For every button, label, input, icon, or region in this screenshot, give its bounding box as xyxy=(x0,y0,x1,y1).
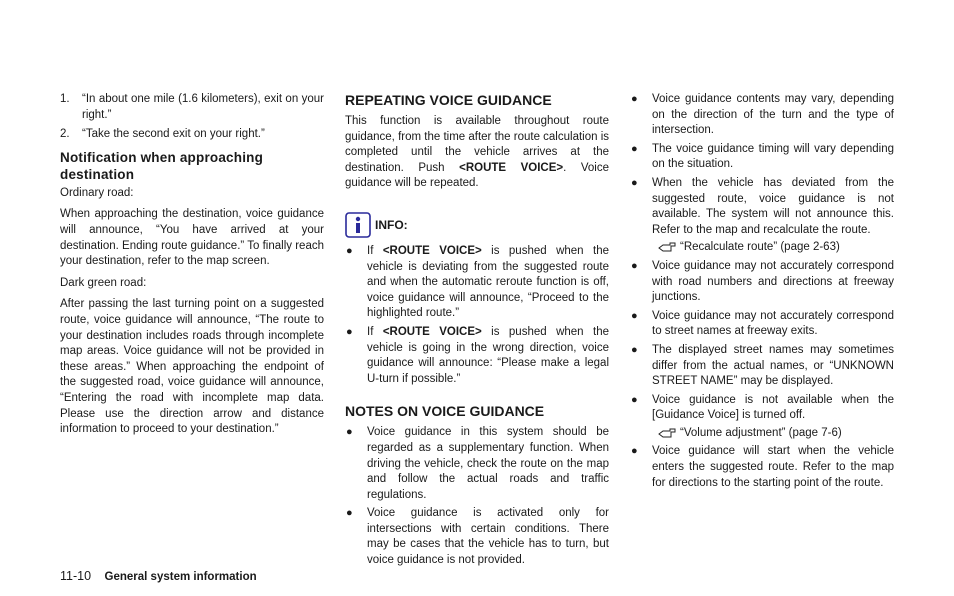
bullet-icon: ● xyxy=(631,309,638,322)
list-text: Voice guidance is activated only for intersections with certain conditions. There may be cases that the vehicle has to turn, but voice guidance is not provided. xyxy=(367,507,609,567)
middle-column xyxy=(345,92,609,572)
bullet-icon: ● xyxy=(631,259,638,272)
list-item xyxy=(345,244,609,322)
list-item xyxy=(630,259,894,306)
notes-list-continued xyxy=(630,92,894,491)
bullet-icon: ● xyxy=(631,93,638,105)
text-run: If xyxy=(367,244,383,257)
list-text: “In about one mile (1.6 kilometers), exit on your right.” xyxy=(82,93,324,121)
paragraph: When approaching the destination, voice guidance will announce, “You have arrived at your destination. Ending route guidance.” To finally reach your destination, refer to the map screen. xyxy=(60,208,324,268)
list-item xyxy=(60,92,324,123)
bullet-icon: ● xyxy=(631,445,638,458)
list-text: Voice guidance contents may vary, depending on the direction of the turn and the type of intersection. xyxy=(652,93,894,137)
paragraph: Ordinary road: xyxy=(60,186,134,199)
page-footer xyxy=(60,569,257,583)
text-run: . Voice guidance will be repeated. xyxy=(345,161,609,190)
text-run: is pushed when the vehicle is going in the wrong direction, voice guidance will announce: “Please make a legal U-turn if possible.” xyxy=(367,325,609,385)
bullet-icon: ● xyxy=(346,244,353,257)
list-item xyxy=(630,393,894,442)
section-heading-destination: Notification when approaching destination xyxy=(60,149,264,182)
list-text: Voice guidance is not available when the [Guidance Voice] is turned off. xyxy=(652,393,894,422)
text-run: If xyxy=(367,325,383,338)
paragraph: After passing the last turning point on a suggested route, voice guidance will announce, “The route to your destination includes roads through incomplete map areas. Voice guidance will not be provided in these areas.” When approaching the endpoint of the suggested road, voice guidance will announce, “Entering the road with incomplete map data. Please use the direction arrow and distance information to proceed to your destination.” xyxy=(60,298,324,436)
reference-hand-icon xyxy=(658,239,678,253)
list-text: The voice guidance timing will vary depending on the situation. xyxy=(652,142,894,171)
info-label: INFO: xyxy=(375,217,408,232)
list-text: Voice guidance will start when the vehicle enters the suggested route. Refer to the map for directions to the starting point of the route. xyxy=(652,445,894,489)
bullet-icon: ● xyxy=(631,343,638,356)
list-number: 2. xyxy=(60,128,70,141)
paragraph xyxy=(345,114,609,192)
list-text: The displayed street names may sometimes differ from the actual names, or “UNKNOWN STREET NAME” may be displayed. xyxy=(652,343,894,388)
list-item xyxy=(630,92,894,139)
paragraph: Dark green road: xyxy=(60,276,147,289)
reference-hand-icon xyxy=(658,425,678,439)
bullet-icon: ● xyxy=(631,176,638,189)
info-block-header xyxy=(345,212,609,238)
section-heading-notes: NOTES ON VOICE GUIDANCE xyxy=(345,403,545,420)
bullet-icon: ● xyxy=(631,142,638,155)
list-item xyxy=(630,142,894,173)
bullet-icon: ● xyxy=(346,325,353,338)
reference-text: “Recalculate route” (page 2-63) xyxy=(680,241,840,254)
left-column xyxy=(60,92,324,444)
example-list xyxy=(60,92,324,143)
text-run: This function is available throughout route guidance, from the time after the route calculation is completed until the vehicle arrives at the destination. Push xyxy=(345,115,610,174)
list-item xyxy=(345,506,609,568)
page-number: 11-10 xyxy=(60,569,92,583)
list-item xyxy=(630,343,894,390)
list-item xyxy=(630,176,894,256)
list-item xyxy=(630,444,894,491)
list-text: Voice guidance in this system should be regarded as a supplementary function. When driving the vehicle, check the route on the map and follow the actual roads and traffic regulations. xyxy=(367,426,609,501)
section-title: General system information xyxy=(104,571,257,583)
info-icon xyxy=(345,212,371,238)
bullet-icon: ● xyxy=(346,507,353,520)
list-text: “Take the second exit on your right.” xyxy=(82,128,265,141)
bullet-icon: ● xyxy=(346,426,353,439)
key-label: <ROUTE VOICE> xyxy=(382,325,482,338)
list-number: 1. xyxy=(60,93,70,105)
key-label: <ROUTE VOICE> xyxy=(459,161,564,174)
info-list xyxy=(345,244,609,387)
key-label: <ROUTE VOICE> xyxy=(382,244,482,257)
list-item xyxy=(60,127,324,143)
list-text: Voice guidance may not accurately correspond to street names at freeway exits. xyxy=(652,309,894,338)
list-item xyxy=(345,425,609,503)
notes-list xyxy=(345,425,609,568)
page-reference[interactable] xyxy=(652,425,894,442)
reference-text: “Volume adjustment” (page 7-6) xyxy=(680,426,842,439)
section-heading-repeating: REPEATING VOICE GUIDANCE xyxy=(345,92,552,108)
bullet-icon: ● xyxy=(631,393,638,406)
page-reference[interactable] xyxy=(652,239,894,256)
list-item xyxy=(345,325,609,387)
list-text: Voice guidance may not accurately correspond with road numbers and directions at freeway junctions. xyxy=(652,259,894,304)
list-text: When the vehicle has deviated from the suggested route, voice guidance is not available. The system will not announce this. Refer to the map and recalculate the route. xyxy=(652,176,894,236)
right-column xyxy=(630,92,894,494)
text-run: is pushed when the vehicle is deviating from the suggested route and when the automatic reroute function is off, voice guidance will announce, “Proceed to the highlighted route.” xyxy=(367,244,609,320)
list-item xyxy=(630,309,894,340)
